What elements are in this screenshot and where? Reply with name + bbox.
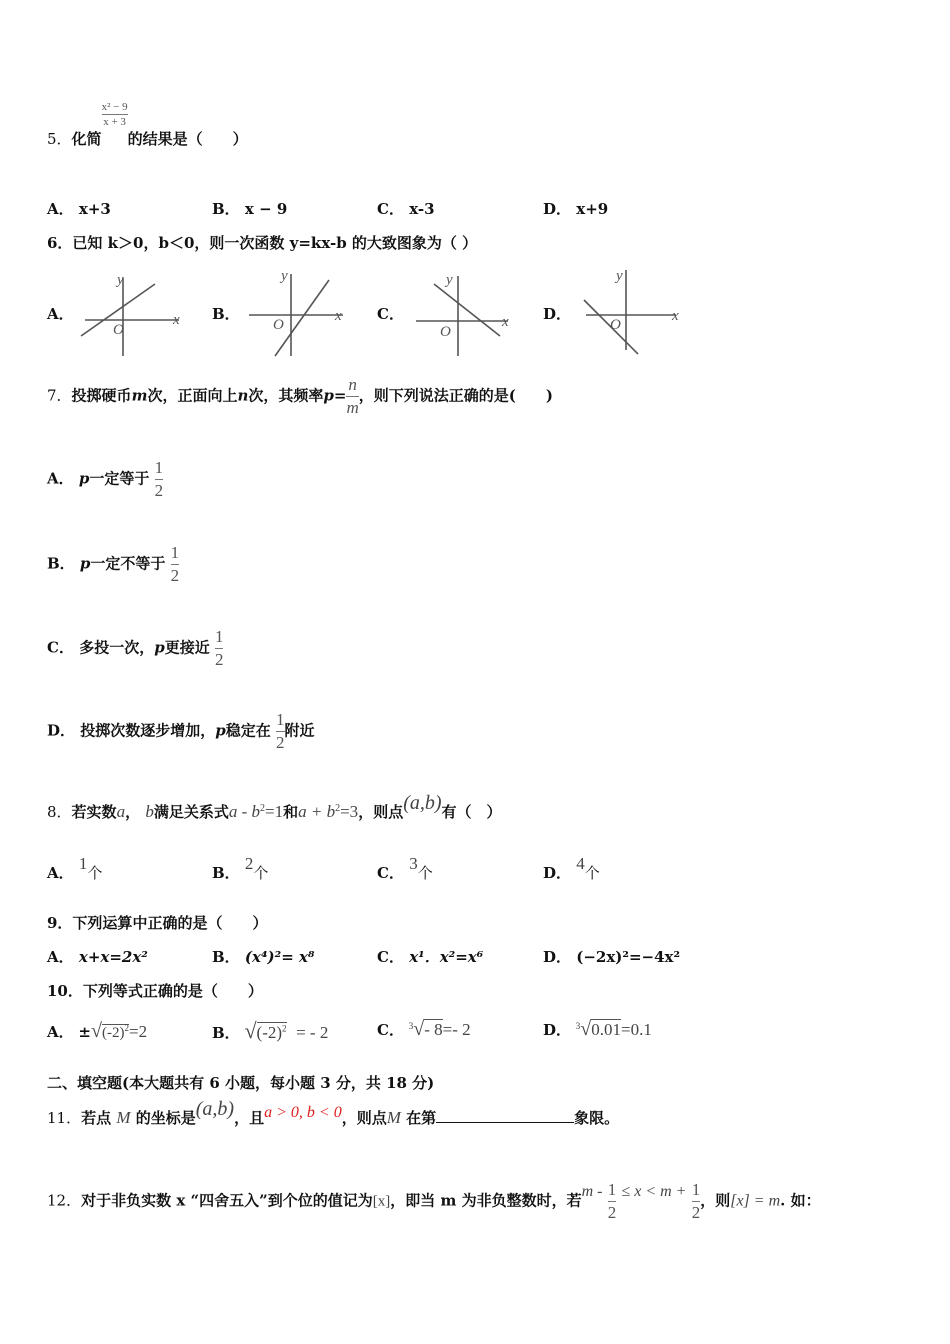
q6-option-b-label: B． [212, 305, 240, 323]
q6-graph-d-o: O [610, 317, 621, 333]
q5-option-b: B． x − 9 [212, 200, 288, 218]
q11-stem: 11．若点 M 的坐标是(a,b)，且a > 0, b < 0，则点M 在第 象限。 [47, 1098, 620, 1127]
q11-answer-blank[interactable] [436, 1108, 574, 1123]
q6-graph-b-o: O [273, 317, 284, 333]
q8-option-a: A． 1个 [47, 854, 103, 882]
q6-graph-c-o: O [440, 324, 451, 340]
q6-graph-a-x: x [173, 312, 180, 328]
q6-graph-c-x: x [502, 314, 509, 330]
q5-option-a: A． x+3 [47, 200, 111, 218]
q6-option-d-label: D． [543, 305, 572, 323]
q8-stem: 8．若实数a， b满足关系式$a - b^2=1$和$a + b^2=3$，则点(a,b)有（ ） [47, 792, 502, 821]
q5-stem [47, 100, 248, 149]
q10-option-d: D． $^3$√0.01=0.1 [543, 1018, 652, 1040]
q9-option-c: C． x¹．x²=x⁶ [377, 948, 484, 966]
q8-option-c: C． 3个 [377, 854, 433, 882]
q6-stem: 6．已知 k＞0，b＜0，则一次函数 y=kx-b 的大致图象为（ ） [47, 234, 478, 252]
q10-option-a: A． $\pm√(-2)^2=2$ [47, 1020, 148, 1042]
q7-option-d: D． 投掷次数逐步增加，p稳定在 $\frac{1}{2}$ 附近 [47, 710, 315, 752]
q9-option-a: A． x+x=2x² [47, 948, 148, 966]
q8-point: (a,b) [403, 792, 442, 814]
q6-graph-d-x: x [672, 308, 679, 324]
q6-option-c-label: C． [377, 305, 404, 323]
q8-option-d: D． 4个 [543, 854, 600, 882]
q5-fraction [102, 101, 128, 128]
q11-condition: a > 0, b < 0 [264, 1104, 342, 1121]
q7-option-b: B． p一定不等于 $\frac{1}{2}$ [47, 543, 180, 585]
q6-graph-d-y: y [616, 268, 623, 284]
q6-graph-b-y: y [281, 268, 288, 284]
q5-option-c: C． x-3 [377, 200, 435, 218]
q10-option-c: C． $^3$√- 8=- 2 [377, 1018, 471, 1040]
q9-option-b: B． (x⁴)²= x⁸ [212, 948, 315, 966]
q9-stem: 9．下列运算中正确的是（ ） [47, 914, 268, 932]
q7-frequency-fraction: $\frac{n}{m}$ [346, 375, 359, 417]
q10-option-b: B． $√(-2)^2$ = - 2 [212, 1018, 329, 1043]
q5-frac-den: x + 3 [103, 115, 126, 128]
section-2-heading: 二、填空题(本大题共有 6 小题，每小题 3 分，共 18 分) [47, 1074, 435, 1092]
q5-option-d: D． x+9 [543, 200, 609, 218]
q6-graph-c-y: y [446, 272, 453, 288]
q6-graph-a [75, 266, 187, 358]
q6-graph-a-o: O [113, 322, 124, 338]
q5-frac-num: x² − 9 [101, 100, 128, 113]
q12-stem: 12．对于非负实数 x “四舍五入”到个位的值记为[x]，即当 m 为非负整数时，若m - $\frac{1}{2}$ ≤ x < m + $\frac{1}{2}$ ，则[x] = m. 如： [47, 1180, 821, 1222]
q7-option-c: C． 多投一次，p更接近 $\frac{1}{2}$ [47, 627, 224, 669]
q8-option-b: B． 2个 [212, 854, 269, 882]
q5-number: 5． [47, 130, 72, 148]
q7-stem: 7．投掷硬币m次，正面向上n次，其频率p= $\frac{n}{m}$ ，则下列说法正确的是( ) [47, 375, 553, 417]
q7-option-a: A． p一定等于 $\frac{1}{2}$ [47, 458, 164, 500]
q6-graph-b-x: x [335, 308, 342, 324]
q10-stem: 10．下列等式正确的是（ ） [47, 982, 263, 1000]
q6-option-a-label: A． [47, 305, 74, 323]
q6-graph-a-y: y [117, 272, 124, 288]
q5-prefix: 化简 [71, 130, 102, 148]
q6-graph-d [580, 264, 690, 358]
q9-option-d: D． (−2x)²=−4x² [543, 948, 681, 966]
q6-graph-b [243, 264, 355, 358]
q5-suffix: 的结果是（ ） [127, 130, 248, 148]
q6-graph-c [410, 266, 520, 358]
